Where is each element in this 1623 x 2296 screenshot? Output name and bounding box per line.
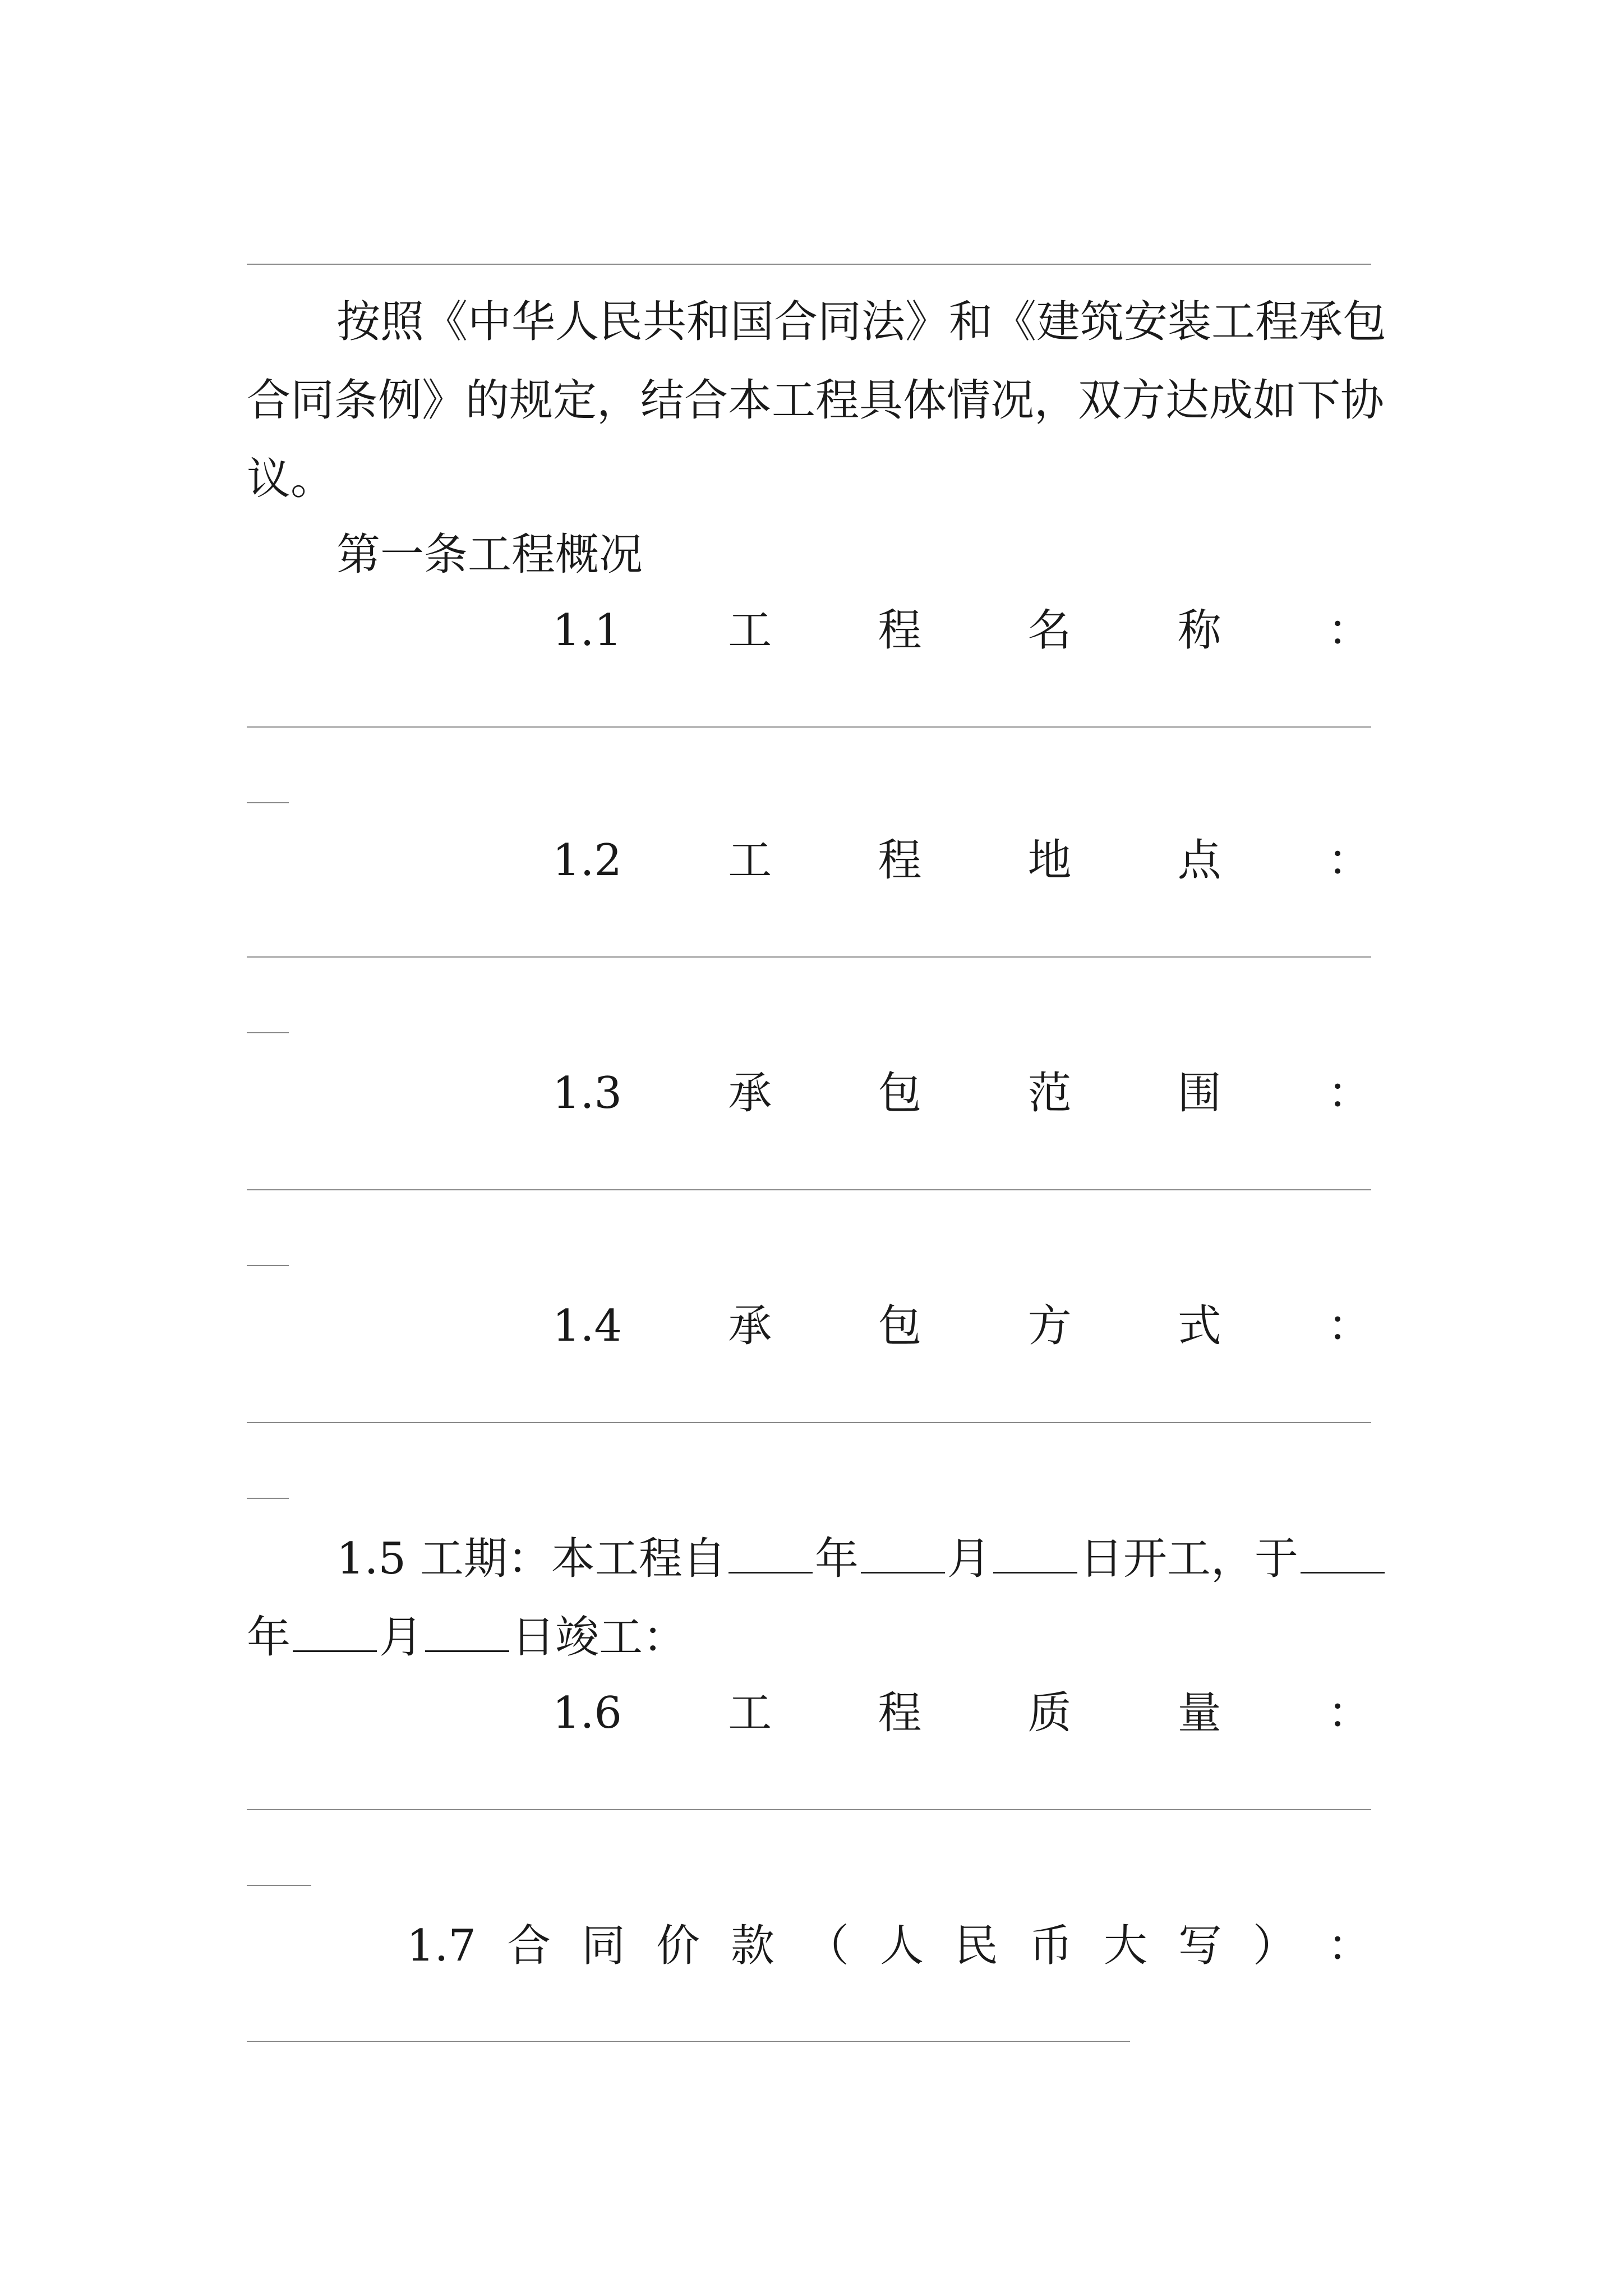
- field-char: 人: [879, 1921, 924, 1971]
- field-char: 程: [878, 1688, 922, 1738]
- field-number: 1.1: [552, 605, 623, 656]
- field-colon: ：: [1327, 1688, 1371, 1738]
- field-colon: ：: [1327, 1921, 1371, 1971]
- field-1-3-fill-line[interactable]: [247, 1189, 1371, 1190]
- field-char: 大: [1103, 1921, 1147, 1971]
- field-number: 1.3: [552, 1068, 623, 1119]
- period-line-2: [247, 1612, 687, 1663]
- field-char: 工: [728, 605, 772, 656]
- intro-line-2: 合同条例》的规定，结合本工程具体情况，双方达成如下协: [247, 375, 1385, 426]
- field-char: 承: [728, 1301, 772, 1351]
- field-colon: ：: [1327, 1301, 1371, 1351]
- field-char: 价: [656, 1921, 700, 1971]
- field-char: 地: [1027, 835, 1072, 886]
- field-char: 工: [728, 1688, 772, 1738]
- field-number: 1.2: [552, 835, 623, 886]
- field-1-2-fill-line-tail[interactable]: [247, 1032, 289, 1033]
- period-line-1: [336, 1534, 1387, 1584]
- field-colon: ：: [1327, 605, 1371, 656]
- field-char: 质: [1027, 1688, 1072, 1738]
- field-char: 名: [1027, 605, 1072, 656]
- field-char: 称: [1177, 605, 1221, 656]
- start-year-blank[interactable]: [728, 1538, 813, 1573]
- field-char: （: [805, 1921, 849, 1971]
- start-month-blank[interactable]: [861, 1538, 945, 1573]
- field-char: 点: [1177, 835, 1221, 886]
- field-char: 包: [878, 1068, 922, 1119]
- field-char: 承: [728, 1068, 772, 1119]
- end-day-blank[interactable]: [425, 1617, 509, 1652]
- year-label: 年: [247, 1612, 291, 1663]
- field-char: ）: [1252, 1921, 1297, 1971]
- field-char: 量: [1177, 1688, 1221, 1738]
- field-1-4-label: [552, 1301, 1371, 1351]
- article-1-title: 第一条工程概况: [336, 530, 643, 580]
- field-1-3-label: [552, 1068, 1371, 1119]
- month-label: 月: [379, 1612, 423, 1663]
- period-prefix: 1.5 工期：本工程自: [336, 1534, 726, 1584]
- field-colon: ：: [1327, 835, 1371, 886]
- field-1-7-label: [407, 1921, 1371, 1971]
- field-char: 民: [954, 1921, 998, 1971]
- field-colon: ：: [1327, 1068, 1371, 1119]
- field-number: 1.4: [552, 1301, 623, 1351]
- field-char: 款: [730, 1921, 774, 1971]
- field-char: 方: [1027, 1301, 1072, 1351]
- field-char: 范: [1027, 1068, 1072, 1119]
- field-1-6-fill-line[interactable]: [247, 1809, 1371, 1810]
- field-1-3-fill-line-tail[interactable]: [247, 1265, 289, 1266]
- field-1-1-label: [552, 605, 1371, 656]
- field-char: 币: [1029, 1921, 1073, 1971]
- start-day-blank[interactable]: [993, 1538, 1077, 1573]
- field-char: 程: [878, 835, 922, 886]
- year-label: 年: [814, 1534, 859, 1584]
- field-1-6-label: [552, 1688, 1371, 1738]
- intro-line-3: 议。: [247, 454, 335, 504]
- start-suffix: 日开工，于: [1079, 1534, 1298, 1584]
- month-label: 月: [947, 1534, 991, 1584]
- end-suffix: 日竣工：: [511, 1612, 687, 1663]
- field-char: 包: [878, 1301, 922, 1351]
- end-year-blank-part[interactable]: [1301, 1538, 1385, 1573]
- field-char: 围: [1177, 1068, 1221, 1119]
- field-1-4-fill-line-tail[interactable]: [247, 1498, 289, 1499]
- field-char: 式: [1177, 1301, 1221, 1351]
- field-1-1-fill-line-tail[interactable]: [247, 802, 289, 803]
- intro-line-1: 按照《中华人民共和国合同法》和《建筑安装工程承包: [336, 297, 1387, 347]
- field-char: 工: [728, 835, 772, 886]
- field-char: 合: [507, 1921, 551, 1971]
- field-1-7-fill-line[interactable]: [247, 2041, 1130, 2042]
- field-char: 写: [1178, 1921, 1222, 1971]
- field-number: 1.6: [552, 1688, 623, 1738]
- field-1-4-fill-line[interactable]: [247, 1422, 1371, 1423]
- field-char: 程: [878, 605, 922, 656]
- field-1-2-label: [552, 835, 1371, 886]
- field-1-1-fill-line[interactable]: [247, 726, 1371, 728]
- field-char: 同: [582, 1921, 626, 1971]
- field-number: 1.7: [407, 1921, 477, 1971]
- top-fill-line: [247, 264, 1371, 265]
- field-1-2-fill-line[interactable]: [247, 956, 1371, 958]
- field-1-6-fill-line-tail[interactable]: [247, 1885, 311, 1886]
- end-month-blank[interactable]: [293, 1617, 377, 1652]
